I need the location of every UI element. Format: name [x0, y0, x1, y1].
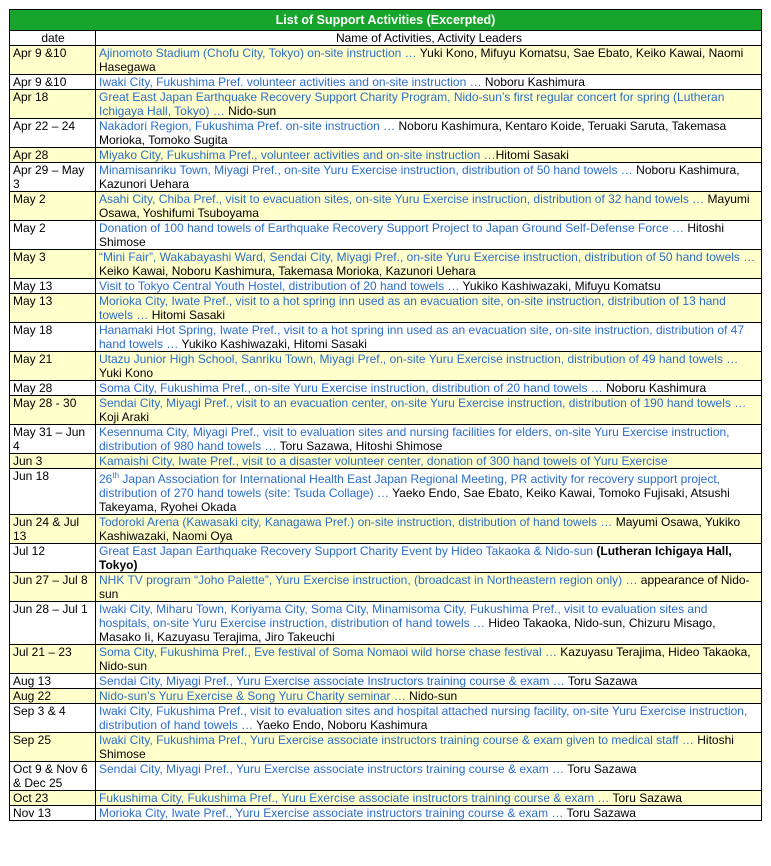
row-activity: [96, 119, 762, 148]
table-row: [10, 733, 762, 762]
header-activity: Name of Activities, Activity Leaders: [96, 31, 762, 46]
activity-leaders: Mayumi Osawa, Yukiko Kashiwazaki, Naomi Oya: [99, 515, 741, 543]
activity-leaders: Yuki Kono: [99, 366, 154, 380]
activity-name: Iwaki City, Fukushima Pref., visit to evaluation sites and hospital attached nursing facility, on-site Yuru Exercise instruction, distribution of hand towels …: [99, 704, 748, 732]
row-date: May 21: [10, 352, 96, 381]
activity-name: Sendai City, Miyagi Pref., Yuru Exercise associate instructors training course & exam …: [99, 762, 565, 776]
table-row: [10, 250, 762, 279]
activity-name: Minamisanriku Town, Miyagi Pref., on-site Yuru Exercise instruction, distribution of 50 hand towels …: [99, 163, 633, 177]
row-date: May 28: [10, 381, 96, 396]
row-activity: [96, 674, 762, 689]
table-row: [10, 762, 762, 791]
table-row: [10, 279, 762, 294]
table-title: List of Support Activities (Excerpted): [10, 10, 762, 31]
activity-name: Iwaki City, Fukushima Pref., Yuru Exercise associate instructors training course & exam given to medical staff …: [99, 733, 694, 747]
row-activity: [96, 163, 762, 192]
row-activity: [96, 573, 762, 602]
activity-leaders: Yukiko Kashiwazaki, Mifuyu Komatsu: [459, 279, 661, 293]
table-header-row: [10, 31, 762, 46]
row-date: Apr 28: [10, 148, 96, 163]
activity-name: Fukushima City, Fukushima Pref., Yuru Exercise associate instructors training course & exam …: [99, 791, 610, 805]
row-date: May 28 - 30: [10, 396, 96, 425]
ordinal-suffix: th: [112, 471, 120, 480]
table-row: [10, 119, 762, 148]
table-row: [10, 323, 762, 352]
activity-leaders: Hitoshi Shimose: [99, 733, 734, 761]
activity-leaders: Noboru Kashimura: [602, 381, 707, 395]
row-activity: [96, 469, 762, 515]
activity-name: Kesennuma City, Miyagi Pref., visit to evaluation sites and nursing facilities for elders, on-site Yuru Exercise instruction, distribution of 980 hand towels …: [99, 425, 730, 453]
support-activities-table: [9, 9, 762, 821]
table-row: [10, 573, 762, 602]
row-activity: [96, 148, 762, 163]
activity-name: Donation of 100 hand towels of Earthquake Recovery Support Project to Japan Ground Self-Defense Force …: [99, 221, 684, 235]
table-title-row: [10, 10, 762, 31]
activity-leaders: Nido-sun: [224, 104, 277, 118]
activity-name: Ajinomoto Stadium (Chofu City, Tokyo) on-site instruction …: [99, 46, 417, 60]
activity-leaders: Mayumi Osawa, Yoshifumi Tsuboyama: [99, 192, 750, 220]
table-row: [10, 192, 762, 221]
row-activity: [96, 806, 762, 821]
row-date: Jun 3: [10, 454, 96, 469]
activity-leaders: Yukiko Kashiwazaki, Hitomi Sasaki: [178, 337, 367, 351]
activity-leaders: Yuki Kono, Mifuyu Komatsu, Sae Ebato, Keiko Kawai, Naomi Hasegawa: [99, 46, 744, 74]
row-activity: [96, 762, 762, 791]
row-date: Jun 24 & Jul 13: [10, 515, 96, 544]
activity-leaders: Toru Sazawa: [563, 806, 636, 820]
activity-leaders: Keiko Kawai, Noboru Kashimura, Takemasa Morioka, Kazunori Uehara: [99, 264, 476, 278]
table-row: [10, 806, 762, 821]
activity-leaders: Kazuyasu Terajima, Hideo Takaoka, Nido-sun: [99, 645, 751, 673]
row-activity: [96, 396, 762, 425]
activity-leaders: Toru Sazawa: [564, 762, 637, 776]
row-date: May 13: [10, 279, 96, 294]
table-row: [10, 645, 762, 674]
table-row: [10, 90, 762, 119]
row-activity: [96, 250, 762, 279]
activity-name: NHK TV program “Joho Palette”, Yuru Exercise instruction, (broadcast in Northeastern region only) …: [99, 573, 638, 587]
activity-leaders: appearance of Nido-sun: [99, 573, 750, 601]
row-activity: [96, 75, 762, 90]
row-date: Aug 13: [10, 674, 96, 689]
table-row: [10, 425, 762, 454]
row-date: Jun 18: [10, 469, 96, 515]
activity-leaders: Noboru Kashimura, Kentaro Koide, Teruaki Saruta, Takemasa Morioka, Tomoko Sugita: [99, 119, 727, 147]
activity-name: Iwaki City, Miharu Town, Koriyama City, Soma City, Minamisoma City, Fukushima Pref., visit to evaluation sites and hospitals, on-site Yuru Exercise instruction, distribution of hand towels …: [99, 602, 708, 630]
activity-name: Asahi City, Chiba Pref., visit to evacuation sites, on-site Yuru Exercise instruction, distribution of 32 hand towels …: [99, 192, 705, 206]
activity-leaders: Toru Sazawa: [564, 674, 638, 688]
row-activity: [96, 381, 762, 396]
table-row: [10, 294, 762, 323]
activity-leaders: Koji Araki: [99, 410, 150, 424]
table-row: [10, 704, 762, 733]
table-row: [10, 515, 762, 544]
support-activities-document: [9, 9, 762, 821]
row-date: May 18: [10, 323, 96, 352]
row-date: Nov 13: [10, 806, 96, 821]
table-row: [10, 689, 762, 704]
table-row: [10, 454, 762, 469]
row-date: Oct 23: [10, 791, 96, 806]
activity-name: Great East Japan Earthquake Recovery Support Charity Program, Nido-sun’s first regular concert for spring (Lutheran Ichigaya Hall, Tokyo) …: [99, 90, 725, 118]
activity-leaders: Hitomi Sasaki: [495, 148, 569, 162]
table-row: [10, 352, 762, 381]
activity-name: Morioka City, Iwate Pref., visit to a hot spring inn used as an evacuation site, on-site instruction, distribution of 13 hand towels …: [99, 294, 726, 322]
row-date: Apr 9 &10: [10, 75, 96, 90]
table-row: [10, 674, 762, 689]
activity-name: Nido-sun’s Yuru Exercise & Song Yuru Charity seminar …: [99, 689, 406, 703]
activity-name: Iwaki City, Fukushima Pref. volunteer activities and on-site instruction …: [99, 75, 482, 89]
activity-name: Todoroki Arena (Kawasaki city, Kanagawa Pref.) on-site instruction, distribution of hand towels …: [99, 515, 613, 529]
activity-name: Utazu Junior High School, Sanriku Town, Miyagi Pref., on-site Yuru Exercise instruction, distribution of 49 hand towels …: [99, 352, 739, 366]
row-activity: [96, 90, 762, 119]
table-row: [10, 791, 762, 806]
row-date: May 2: [10, 221, 96, 250]
table-row: [10, 396, 762, 425]
activity-name: Sendai City, Miyagi Pref., Yuru Exercise associate Instructors training course & exam …: [99, 674, 565, 688]
activity-name: Sendai City, Miyagi Pref., visit to an evacuation center, on-site Yuru Exercise instruction, distribution of 190 hand towels …: [99, 396, 747, 410]
row-activity: [96, 791, 762, 806]
row-activity: [96, 645, 762, 674]
table-row: [10, 381, 762, 396]
row-date: Jun 27 – Jul 8: [10, 573, 96, 602]
activity-leaders: Hitomi Sasaki: [148, 308, 226, 322]
row-activity: [96, 279, 762, 294]
row-activity: [96, 704, 762, 733]
activity-venue: (Lutheran Ichigaya Hall, Tokyo): [99, 544, 732, 572]
row-date: Jul 12: [10, 544, 96, 573]
row-date: Apr 29 – May 3: [10, 163, 96, 192]
activity-name: Nakadori Region, Fukushima Pref. on-site instruction …: [99, 119, 396, 133]
row-date: Jul 21 – 23: [10, 645, 96, 674]
activity-name-cont: Japan Association for International Health East Japan Regional Meeting, PR activity for recovery support project, distribution of 270 hand towels (site: Tsuda Collage) …: [99, 472, 721, 500]
table-row: [10, 602, 762, 645]
row-date: May 13: [10, 294, 96, 323]
activity-leaders: Hideo Takaoka, Nido-sun, Chizuru Misago, Masako Ii, Kazuyasu Terajima, Jiro Takeuchi: [99, 616, 716, 644]
row-date: Oct 9 & Nov 6 & Dec 25: [10, 762, 96, 791]
activity-leaders: Noboru Kashimura, Kazunori Uehara: [99, 163, 740, 191]
row-activity: [96, 544, 762, 573]
table-row: [10, 148, 762, 163]
row-date: Apr 9 &10: [10, 46, 96, 75]
activity-name: Great East Japan Earthquake Recovery Support Charity Event by Hideo Takaoka & Nido-sun: [99, 544, 594, 558]
table-row: [10, 469, 762, 515]
row-activity: [96, 192, 762, 221]
row-date: Apr 22 – 24: [10, 119, 96, 148]
row-activity: [96, 323, 762, 352]
activity-name: Visit to Tokyo Central Youth Hostel, distribution of 20 hand towels …: [99, 279, 460, 293]
row-activity: [96, 352, 762, 381]
row-date: Aug 22: [10, 689, 96, 704]
table-row: [10, 163, 762, 192]
row-activity: [96, 602, 762, 645]
table-body: [10, 46, 762, 821]
row-date: Sep 3 & 4: [10, 704, 96, 733]
row-date: May 2: [10, 192, 96, 221]
activity-name: Miyako City, Fukushima Pref., volunteer activities and on-site instruction …: [99, 148, 496, 162]
row-activity: [96, 294, 762, 323]
row-activity: [96, 221, 762, 250]
row-date: May 3: [10, 250, 96, 279]
table-row: [10, 46, 762, 75]
activity-name: “Mini Fair”, Wakabayashi Ward, Sendai City, Miyagi Pref., on-site Yuru Exercise instruction, distribution of 50 hand towels …: [99, 250, 756, 264]
row-date: Jun 28 – Jul 1: [10, 602, 96, 645]
activity-leaders: Yaeko Endo, Noboru Kashimura: [253, 718, 428, 732]
activity-name: Soma City, Fukushima Pref., Eve festival of Soma Nomaoi wild horse chase festival …: [99, 645, 557, 659]
activity-leaders: Toru Sazawa: [609, 791, 682, 805]
activity-leaders: Toru Sazawa, Hitoshi Shimose: [276, 439, 443, 453]
activity-leaders: Hitoshi Shimose: [99, 221, 725, 249]
activity-leaders: Noboru Kashimura: [481, 75, 585, 89]
row-activity: [96, 46, 762, 75]
table-row: [10, 75, 762, 90]
row-activity: [96, 425, 762, 454]
activity-leaders: Yaeko Endo, Sae Ebato, Keiko Kawai, Tomoko Fujisaki, Atsushi Takeyama, Ryohei Okada: [99, 486, 730, 514]
table-row: [10, 221, 762, 250]
activity-name: Kamaishi City, Iwate Pref., visit to a disaster volunteer center, donation of 300 hand towels of Yuru Exercise: [99, 454, 668, 468]
row-activity: [96, 515, 762, 544]
row-activity: [96, 733, 762, 762]
activity-name: Morioka City, Iwate Pref., Yuru Exercise associate instructors training course & exam …: [99, 806, 564, 820]
row-date: May 31 – Jun 4: [10, 425, 96, 454]
header-date: date: [10, 31, 96, 46]
row-date: Sep 25: [10, 733, 96, 762]
activity-name: 26: [99, 472, 113, 486]
activity-leaders: Nido-sun: [405, 689, 458, 703]
table-row: [10, 544, 762, 573]
row-activity: [96, 689, 762, 704]
row-date: Apr 18: [10, 90, 96, 119]
activity-name: Hanamaki Hot Spring, Iwate Pref., visit to a hot spring inn used as an evacuation site, on-site instruction, distribution of 47 hand towels …: [99, 323, 745, 351]
activity-name: Soma City, Fukushima Pref., on-site Yuru Exercise instruction, distribution of 20 hand towels …: [99, 381, 603, 395]
row-activity: [96, 454, 762, 469]
